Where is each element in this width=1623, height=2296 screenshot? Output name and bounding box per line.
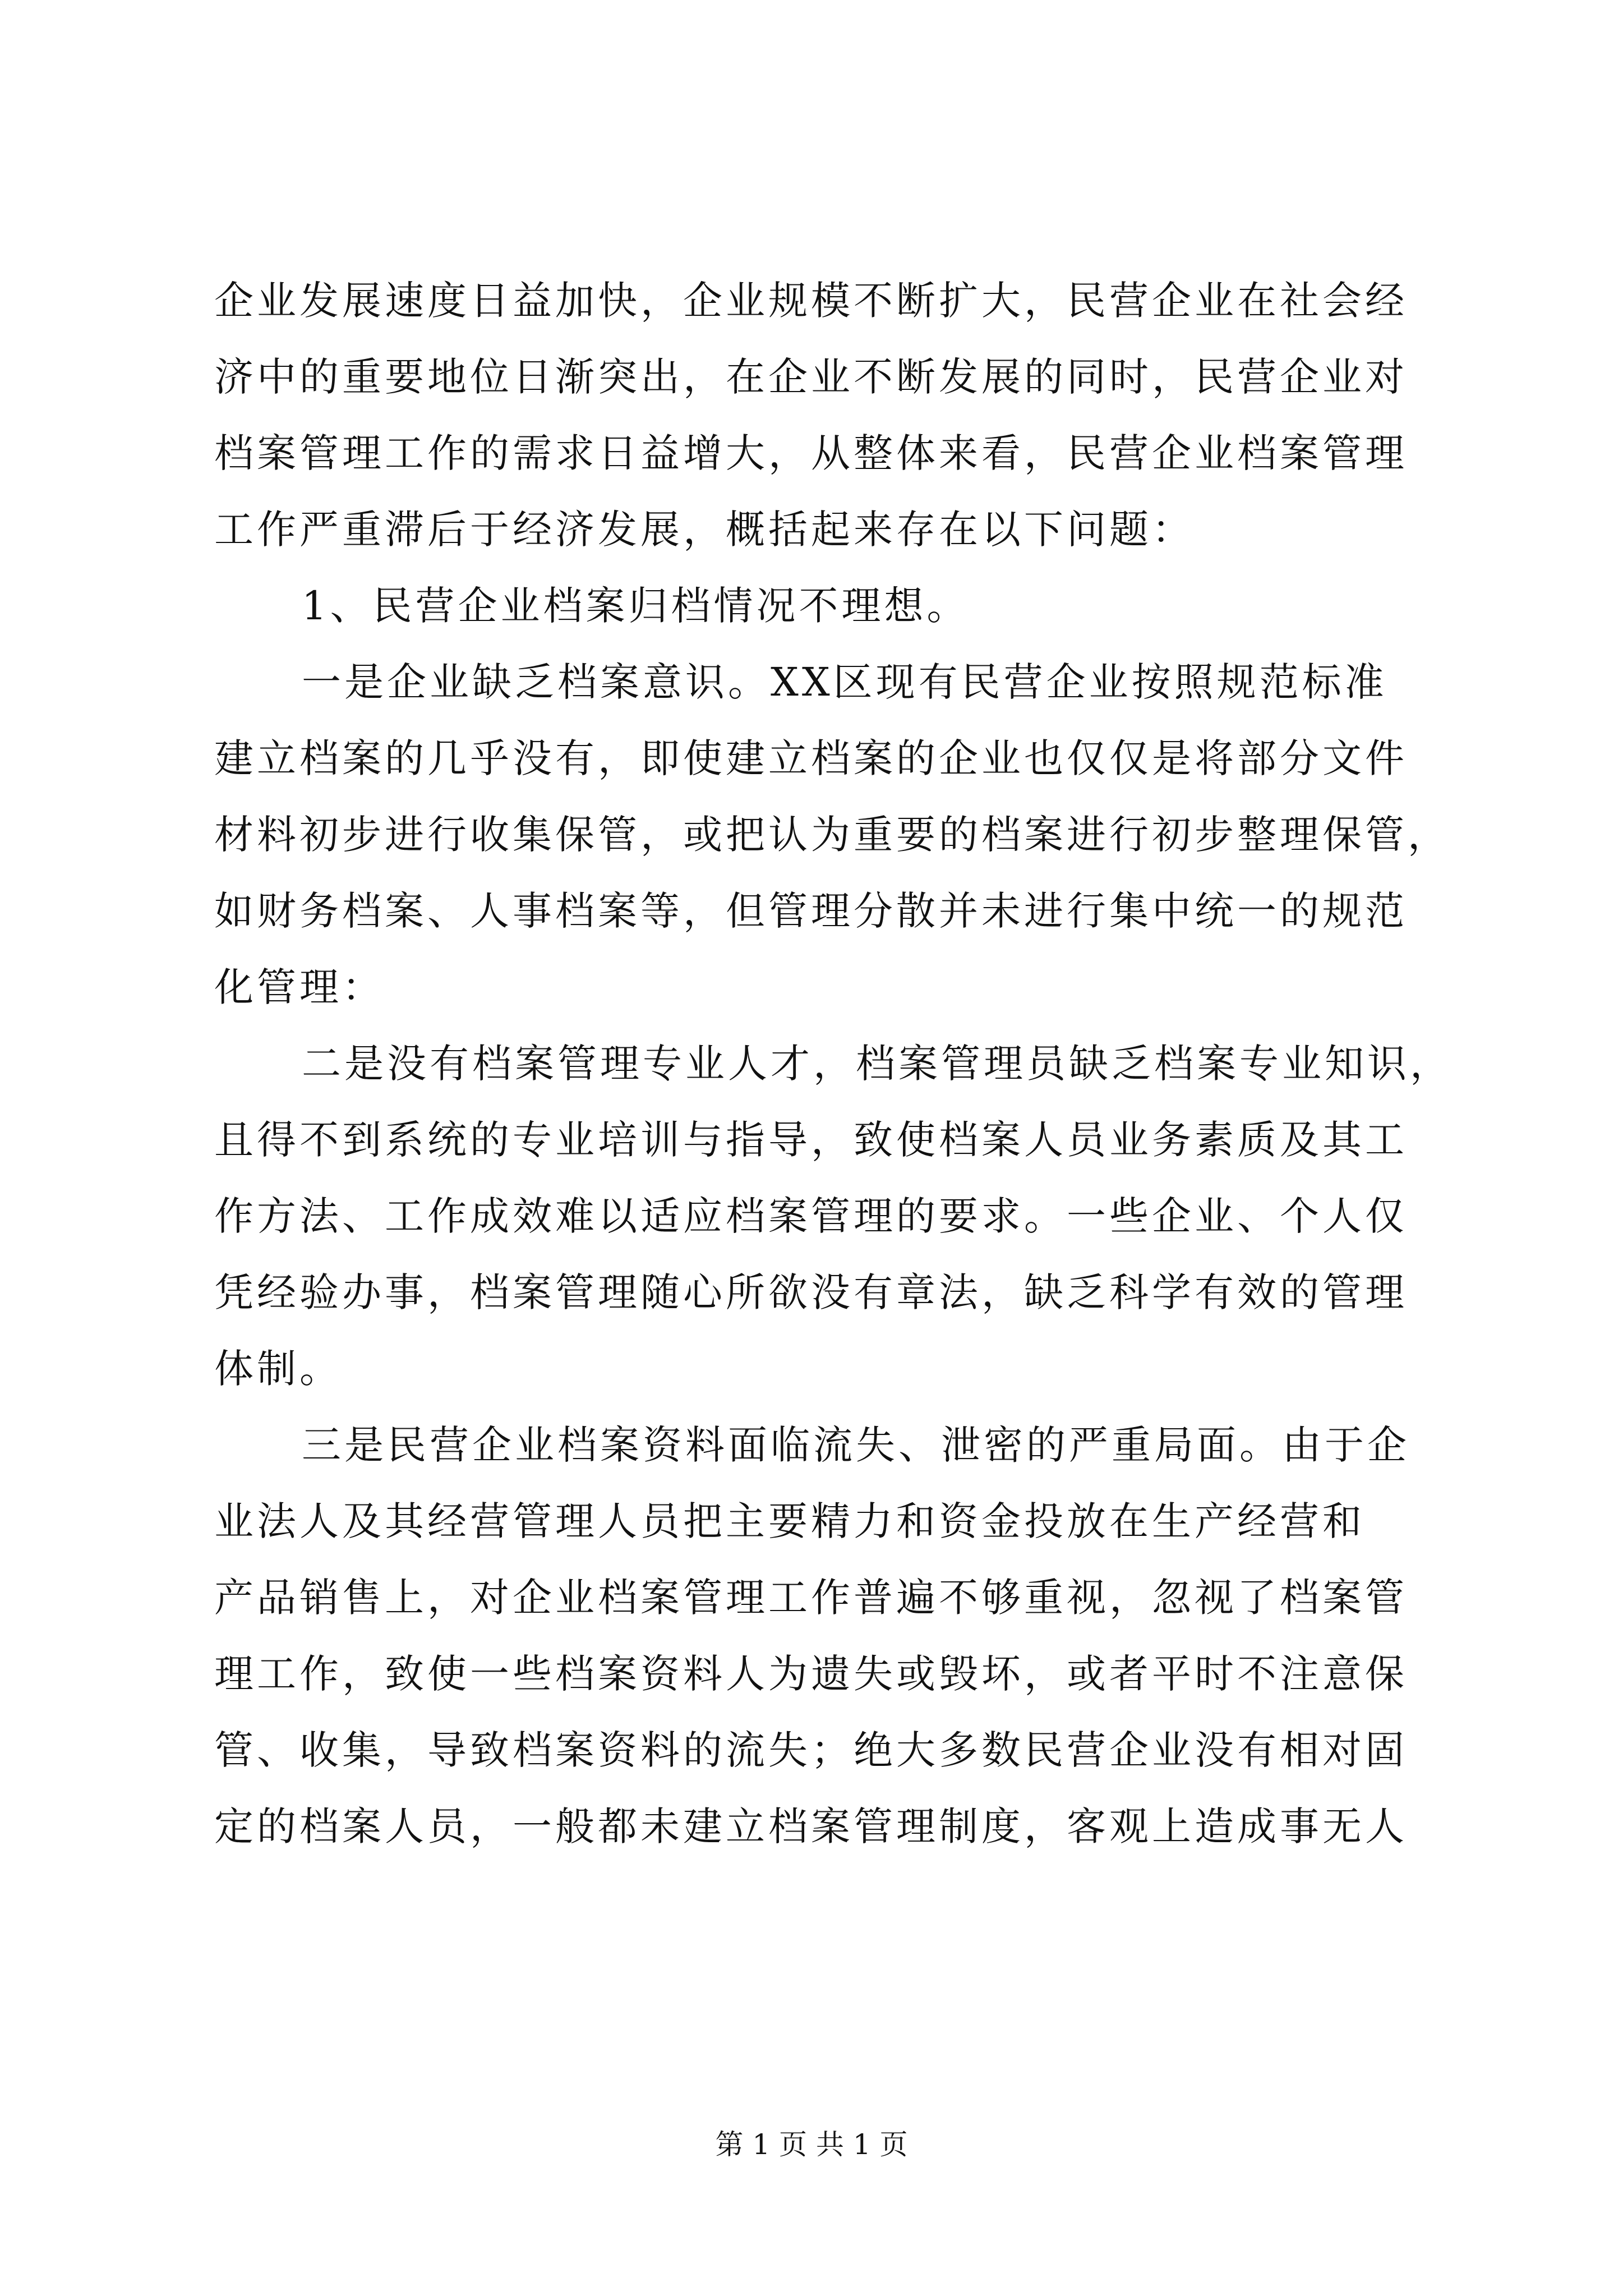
body-line: 如财务档案、人事档案等，但管理分散并未进行集中统一的规范 [214,888,1408,934]
body-line: 一是企业缺乏档案意识。XX区现有民营企业按照规范标准 [302,659,1387,705]
page-number-label: 第 1 页 共 1 页 [715,2128,908,2161]
body-line: 材料初步进行收集保管，或把认为重要的档案进行初步整理保管， [214,812,1450,858]
body-line: 定的档案人员，一般都未建立档案管理制度，客观上造成事无人 [214,1803,1408,1849]
body-line: 企业发展速度日益加快，企业规模不断扩大，民营企业在社会经 [214,278,1408,324]
body-line: 体制。 [214,1346,342,1392]
document-body [214,263,1453,1865]
section-heading: 1、民营企业档案归档情况不理想。 [302,583,970,629]
body-line: 凭经验办事，档案管理随心所欲没有章法，缺乏科学有效的管理 [214,1269,1408,1315]
body-line: 业法人及其经营管理人员把主要精力和资金投放在生产经营和 [214,1498,1365,1544]
body-line: 理工作，致使一些档案资料人为遗失或毁坏，或者平时不注意保 [214,1651,1408,1697]
body-line: 产品销售上，对企业档案管理工作普遍不够重视，忽视了档案管 [214,1575,1408,1621]
body-line: 三是民营企业档案资料面临流失、泄密的严重局面。由于企 [302,1422,1410,1468]
page-footer [0,2125,1623,2164]
body-line: 档案管理工作的需求日益增大，从整体来看，民营企业档案管理 [214,430,1408,476]
body-line: 化管理： [214,964,385,1010]
body-line: 工作严重滞后于经济发展，概括起来存在以下问题： [214,507,1195,553]
body-line: 作方法、工作成效难以适应档案管理的要求。一些企业、个人仅 [214,1193,1408,1239]
body-line: 管、收集，导致档案资料的流失；绝大多数民营企业没有相对固 [214,1727,1408,1773]
body-line: 且得不到系统的专业培训与指导，致使档案人员业务素质及其工 [214,1117,1408,1163]
body-line: 建立档案的几乎没有，即使建立档案的企业也仅仅是将部分文件 [214,735,1408,781]
body-line: 济中的重要地位日渐突出，在企业不断发展的同时，民营企业对 [214,354,1408,400]
body-line: 二是没有档案管理专业人才，档案管理员缺乏档案专业知识， [302,1041,1453,1087]
